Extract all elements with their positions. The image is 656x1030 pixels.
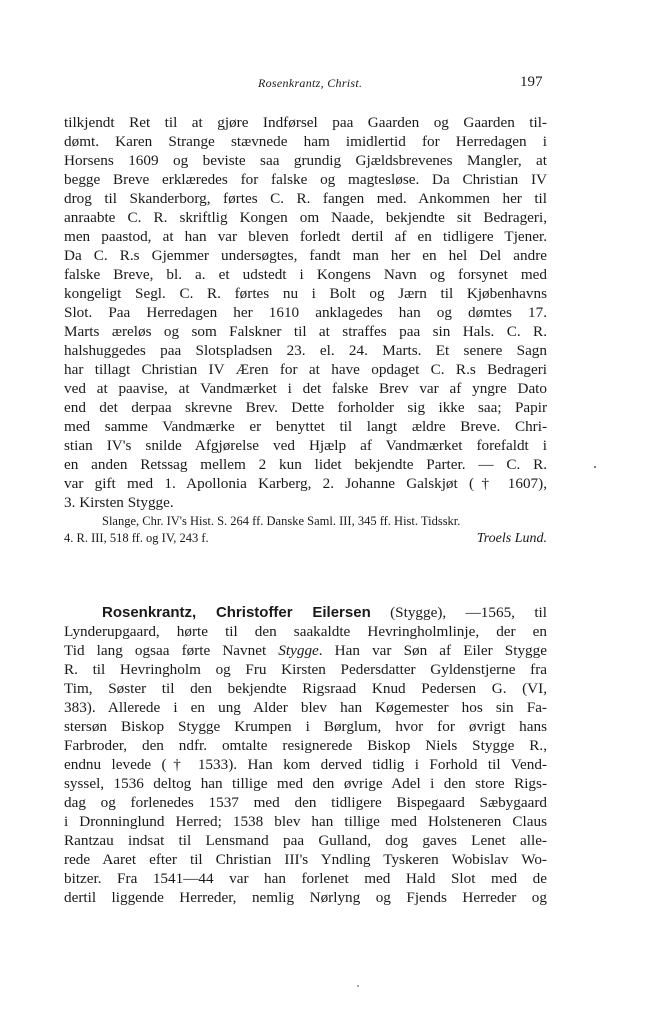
- body-line: ved at paavise, at Vandmærket i det falske Brev var af yngre Dato: [64, 380, 547, 397]
- body-line: stian IV's snilde Afgjørelse ved Hjælp af Vandmærket forefaldt i: [64, 437, 547, 454]
- body-line: en anden Retssag mellem 2 kun lidet bekjendte Parter. — C. R.: [64, 456, 547, 473]
- body-line: halshuggedes paa Slotspladsen 23. el. 24. Marts. Et senere Sagn: [64, 342, 547, 359]
- body-line: Tim, Søster til den bekjendte Rigsraad Knud Pedersen G. (VI,: [64, 680, 547, 697]
- author-signature: Troels Lund.: [476, 531, 547, 546]
- body-line: 383). Allerede i en ung Alder blev han Køgemester hos sin Fa-: [64, 699, 547, 716]
- body-line: R. til Hevringholm og Fru Kirsten Pedersdatter Gyldenstjerne fra: [64, 661, 547, 678]
- running-head: [0, 76, 656, 94]
- reference-line: 4. R. III, 518 ff. og IV, 243 f.: [64, 531, 209, 545]
- body-line: begge Breve erklæredes for falske og magtesløse. Da Christian IV: [64, 171, 547, 188]
- body-line: Marts æreløs og som Falskner til at straffes paa sin Hals. C. R.: [64, 323, 547, 340]
- body-line: Slot. Paa Herredagen her 1610 anklagedes han og dømtes 17.: [64, 304, 547, 321]
- entry-first-line-text: (Stygge), —1565, til: [370, 604, 547, 621]
- entry-rosenkrantz-christoffer: [64, 603, 547, 907]
- body-line: Da C. R.s Gjemmer undersøgtes, fandt man her en hel Del andre: [64, 247, 547, 264]
- body-line: bitzer. Fra 1541—44 var han forlenet med Hald Slot med de: [64, 870, 547, 887]
- body-line: var gift med 1. Apollonia Karberg, 2. Johanne Galskjøt († 1607),: [64, 475, 547, 492]
- running-title: Rosenkrantz, Christ.: [258, 76, 363, 90]
- body-line: Farbroder, den ndfr. omtalte resignerede Biskop Niels Stygge R.,: [64, 737, 547, 754]
- body-line: rede Aaret efter til Christian III's Yndling Tyskeren Wobislav Wo-: [64, 851, 547, 868]
- body-line: Lynderupgaard, hørte til den saakaldte Hevringholmlinje, der en: [64, 623, 547, 640]
- body-line: dag og forlenedes 1537 med den tidligere Bispegaard Sæbygaard: [64, 794, 547, 811]
- body-line: anraabte C. R. skriftlig Kongen om Naade, bekjendte sit Bedrageri,: [64, 209, 547, 226]
- body-line: har tillagt Christian IV Æren for at have opdaget C. R.s Bedrageri: [64, 361, 547, 378]
- body-line: Horsens 1609 og beviste saa grundig Gjældsbrevenes Mangler, at: [64, 152, 547, 169]
- body-line: 3. Kirsten Stygge.: [64, 494, 174, 511]
- body-line: stersøn Biskop Stygge Krumpen i Børglum, hvor for øvrigt hans: [64, 718, 547, 735]
- reference-line: Slange, Chr. IV's Hist. S. 264 ff. Danske Saml. III, 345 ff. Hist. Tidsskr.: [102, 514, 461, 528]
- body-line: dertil liggende Herreder, nemlig Nørlyng og Fjends Herreder og: [64, 889, 547, 906]
- body-line: end det derpaa skrevne Brev. Dette forholder sig ikke saa; Papir: [64, 399, 547, 416]
- body-line: kongeligt Segl. C. R. førtes nu i Bolt og Jærn til Kjøbenhavns: [64, 285, 547, 302]
- body-line: tilkjendt Ret til at gjøre Indførsel paa Gaarden og Gaarden til-: [64, 114, 547, 131]
- page-number: 197: [520, 74, 543, 90]
- body-line: Tid lang ogsaa førte Navnet Stygge. Han var Søn af Eiler Stygge: [64, 642, 547, 659]
- body-line: med samme Vandmærke er benyttet til langt ældre Breve. Chri-: [64, 418, 547, 435]
- body-line: endnu levede († 1533). Han kom derved tidlig i Forhold til Vend-: [64, 756, 547, 773]
- scan-speck: [594, 466, 596, 468]
- body-line: drog til Skanderborg, førtes C. R. fangen med. Ankommen her til: [64, 190, 547, 207]
- body-line: dømt. Karen Strange stævnede ham imidlertid for Herredagen i: [64, 133, 547, 150]
- reference-line-with-author: [64, 530, 547, 547]
- entry-continuation: [64, 113, 547, 547]
- body-line: Rantzau indsat til Lensmand paa Gulland, dog gaves Lenet alle-: [64, 832, 547, 849]
- body-line: men paastod, at han var bleven forledt dertil af en tidligere Tjener.: [64, 228, 547, 245]
- entry-headword: Rosenkrantz, Christoffer Eilersen: [102, 604, 371, 621]
- body-line: falske Breve, bl. a. et udstedt i Kongens Navn og forsynet med: [64, 266, 547, 283]
- body-line: i Dronninglund Herred; 1538 blev han tillige med Holsteneren Claus: [64, 813, 547, 830]
- body-line: syssel, 1536 deltog han tillige med den øvrige Adel i den store Rigs-: [64, 775, 547, 792]
- references: [64, 513, 547, 547]
- entry-first-line: [64, 603, 547, 622]
- scan-speck: [357, 985, 359, 987]
